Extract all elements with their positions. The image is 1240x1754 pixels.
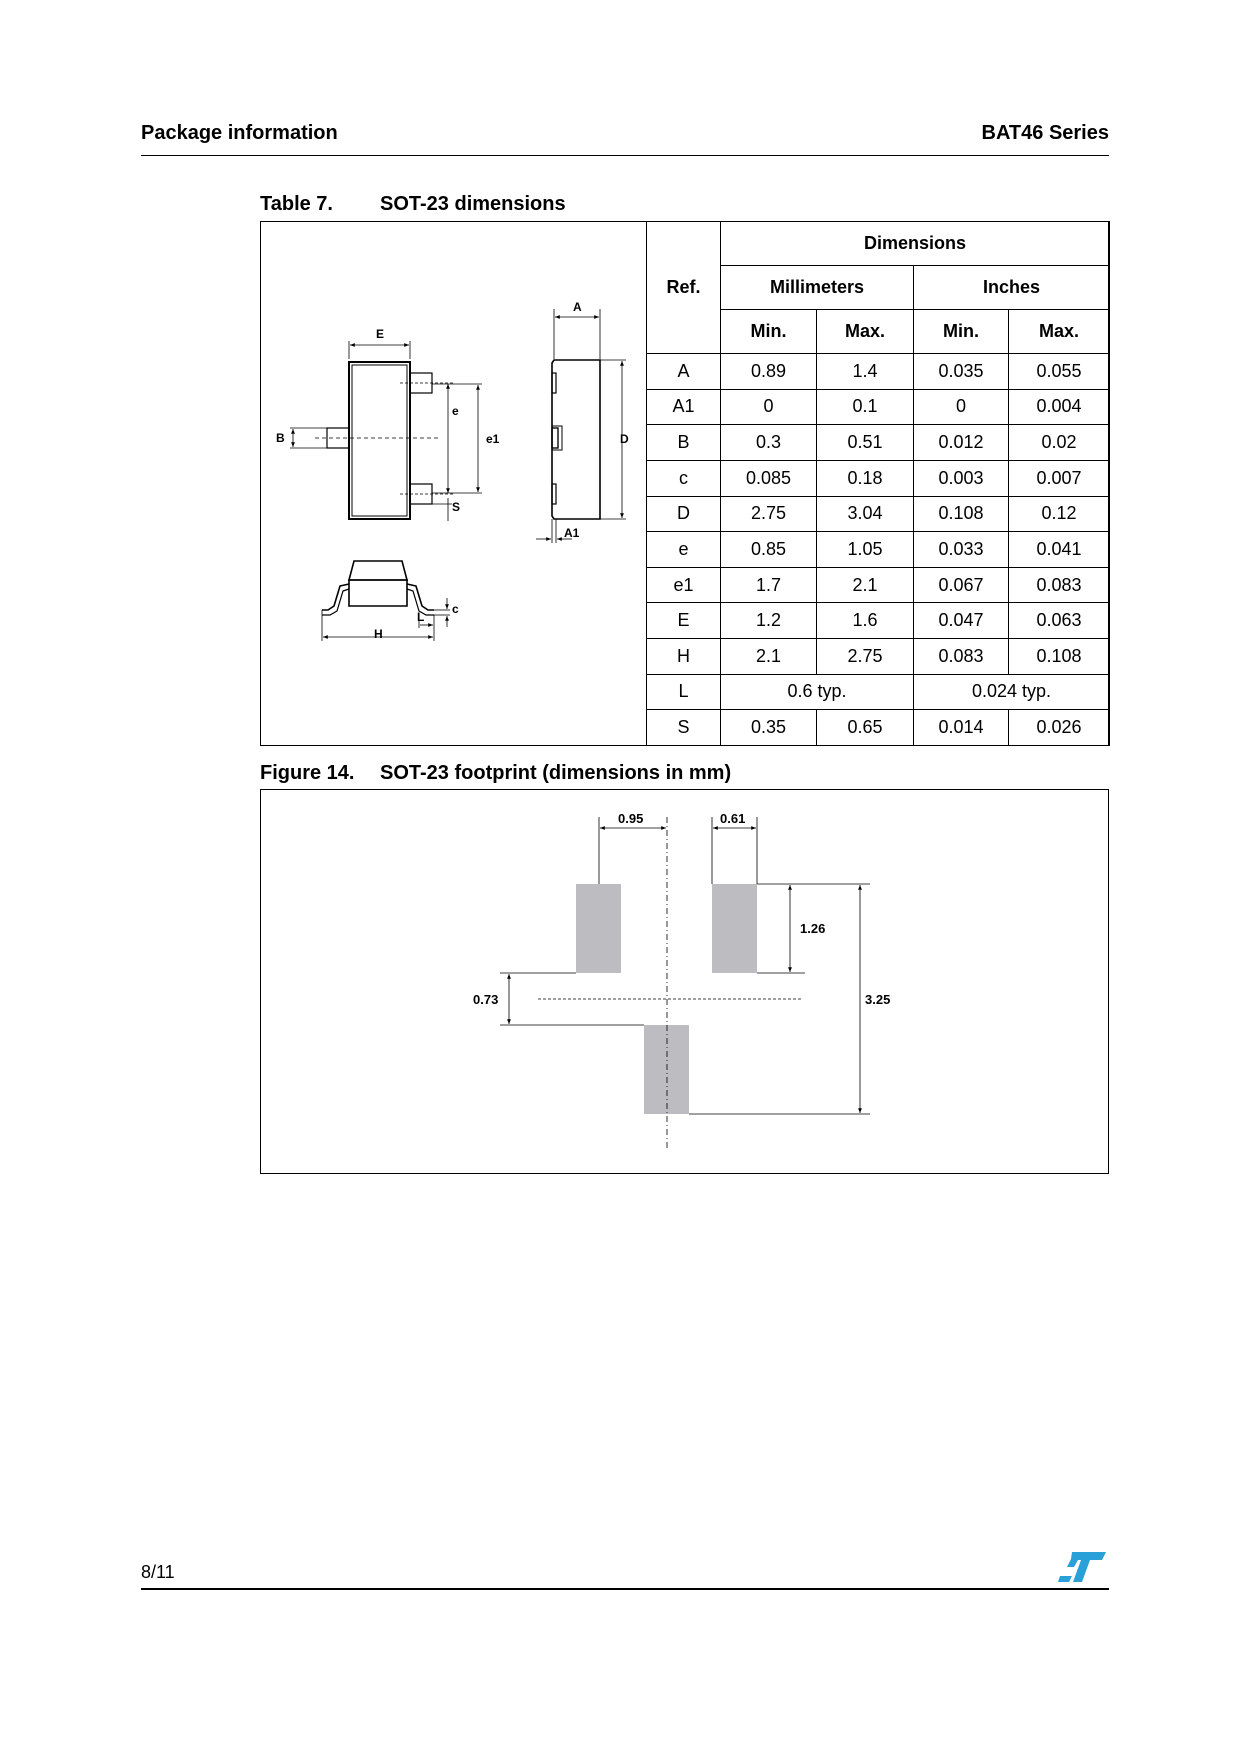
dim-label-e: e: [452, 404, 459, 418]
ref-cell: E: [647, 603, 721, 639]
dim-label-e1: e1: [486, 432, 500, 446]
mm-min-cell: 1.7: [721, 567, 817, 603]
in-max-cell: 0.02: [1009, 425, 1110, 461]
ref-cell: A: [647, 354, 721, 390]
in-min-cell: 0.003: [914, 460, 1009, 496]
dim-label-D: D: [620, 432, 629, 446]
mm-max-cell: 0.18: [817, 460, 914, 496]
table-row: [647, 567, 1110, 603]
mm-max-cell: 1.6: [817, 603, 914, 639]
mm-max-cell: 2.1: [817, 567, 914, 603]
in-min-header: Min.: [914, 310, 1009, 354]
table-row: [647, 496, 1110, 532]
in-min-cell: 0.035: [914, 354, 1009, 390]
in-max-cell: 0.007: [1009, 460, 1110, 496]
mm-min-cell: 0: [721, 389, 817, 425]
table-row: [647, 425, 1110, 461]
ref-header: Ref.: [647, 222, 721, 354]
in-min-cell: 0.012: [914, 425, 1009, 461]
pad-2: [712, 884, 757, 973]
mm-min-cell: 0.85: [721, 532, 817, 568]
mm-max-cell: 0.1: [817, 389, 914, 425]
mm-max-cell: 0.51: [817, 425, 914, 461]
ref-cell: A1: [647, 389, 721, 425]
dim-label-A1: A1: [564, 526, 580, 540]
in-min-cell: 0.067: [914, 567, 1009, 603]
ref-cell: D: [647, 496, 721, 532]
document-title: BAT46 Series: [981, 122, 1109, 144]
ref-cell: e: [647, 532, 721, 568]
mm-min-header: Min.: [721, 310, 817, 354]
dim-073: 0.73: [473, 992, 499, 1007]
in-max-cell: 0.063: [1009, 603, 1110, 639]
mm-max-cell: 1.4: [817, 354, 914, 390]
mm-min-cell: 2.75: [721, 496, 817, 532]
in-min-cell: 0.047: [914, 603, 1009, 639]
dimensions-header: Dimensions: [721, 222, 1110, 266]
mm-max-cell: 1.05: [817, 532, 914, 568]
st-logo-icon: [1058, 1550, 1108, 1584]
table-number: Table 7.: [260, 193, 333, 215]
in-max-cell: 0.041: [1009, 532, 1110, 568]
dim-label-L: L: [417, 610, 425, 624]
section-title: Package information: [141, 122, 338, 144]
ref-cell: H: [647, 639, 721, 675]
in-max-cell: 0.055: [1009, 354, 1110, 390]
in-min-cell: 0.108: [914, 496, 1009, 532]
in-max-cell: 0.108: [1009, 639, 1110, 675]
pad-3: [644, 1025, 689, 1114]
mm-min-cell: 2.1: [721, 639, 817, 675]
figure-number: Figure 14.: [260, 762, 355, 784]
footer-rule: [141, 1588, 1109, 1590]
mm-max-cell: 3.04: [817, 496, 914, 532]
pad-1: [576, 884, 621, 973]
ref-cell: B: [647, 425, 721, 461]
page-number: 8/11: [141, 1562, 175, 1582]
mm-max-cell: 0.65: [817, 710, 914, 746]
in-min-cell: 0.033: [914, 532, 1009, 568]
dim-label-H: H: [374, 627, 383, 641]
mm-min-cell: 0.35: [721, 710, 817, 746]
in-max-cell: 0.12: [1009, 496, 1110, 532]
table-row: [647, 532, 1110, 568]
table-row: [647, 603, 1110, 639]
mm-typ-cell: 0.6 typ.: [721, 674, 914, 710]
millimeters-header: Millimeters: [721, 266, 914, 310]
in-typ-cell: 0.024 typ.: [914, 674, 1110, 710]
dim-label-A: A: [573, 300, 582, 314]
in-max-header: Max.: [1009, 310, 1110, 354]
dim-label-B: B: [276, 431, 285, 445]
table-row: [647, 710, 1110, 746]
ref-cell: e1: [647, 567, 721, 603]
inches-header: Inches: [914, 266, 1110, 310]
mm-min-cell: 0.085: [721, 460, 817, 496]
in-min-cell: 0.014: [914, 710, 1009, 746]
ref-cell: L: [647, 674, 721, 710]
mm-min-cell: 0.89: [721, 354, 817, 390]
table-row: [647, 674, 1110, 710]
mm-max-cell: 2.75: [817, 639, 914, 675]
figure-title: SOT-23 footprint (dimensions in mm): [380, 762, 732, 784]
table-row: [647, 639, 1110, 675]
table-row: [647, 460, 1110, 496]
mm-min-cell: 0.3: [721, 425, 817, 461]
dimensions-table: [646, 221, 1110, 746]
mm-min-cell: 1.2: [721, 603, 817, 639]
dim-061: 0.61: [720, 811, 746, 826]
table-row: [647, 389, 1110, 425]
ref-cell: S: [647, 710, 721, 746]
in-max-cell: 0.004: [1009, 389, 1110, 425]
table-row: [647, 354, 1110, 390]
dim-095: 0.95: [618, 811, 644, 826]
in-max-cell: 0.026: [1009, 710, 1110, 746]
in-max-cell: 0.083: [1009, 567, 1110, 603]
in-min-cell: 0.083: [914, 639, 1009, 675]
dim-126: 1.26: [800, 921, 826, 936]
package-drawing: [260, 221, 646, 746]
dim-label-c: c: [452, 602, 459, 616]
header-rule: [141, 155, 1109, 156]
figure-caption: [260, 762, 731, 785]
in-min-cell: 0: [914, 389, 1009, 425]
table-caption: [260, 193, 566, 216]
table-title: SOT-23 dimensions: [380, 193, 566, 215]
dim-label-E: E: [376, 327, 385, 341]
dim-label-S: S: [452, 500, 461, 514]
dim-325: 3.25: [865, 992, 891, 1007]
ref-cell: c: [647, 460, 721, 496]
footprint-drawing: [260, 789, 1109, 1174]
mm-max-header: Max.: [817, 310, 914, 354]
